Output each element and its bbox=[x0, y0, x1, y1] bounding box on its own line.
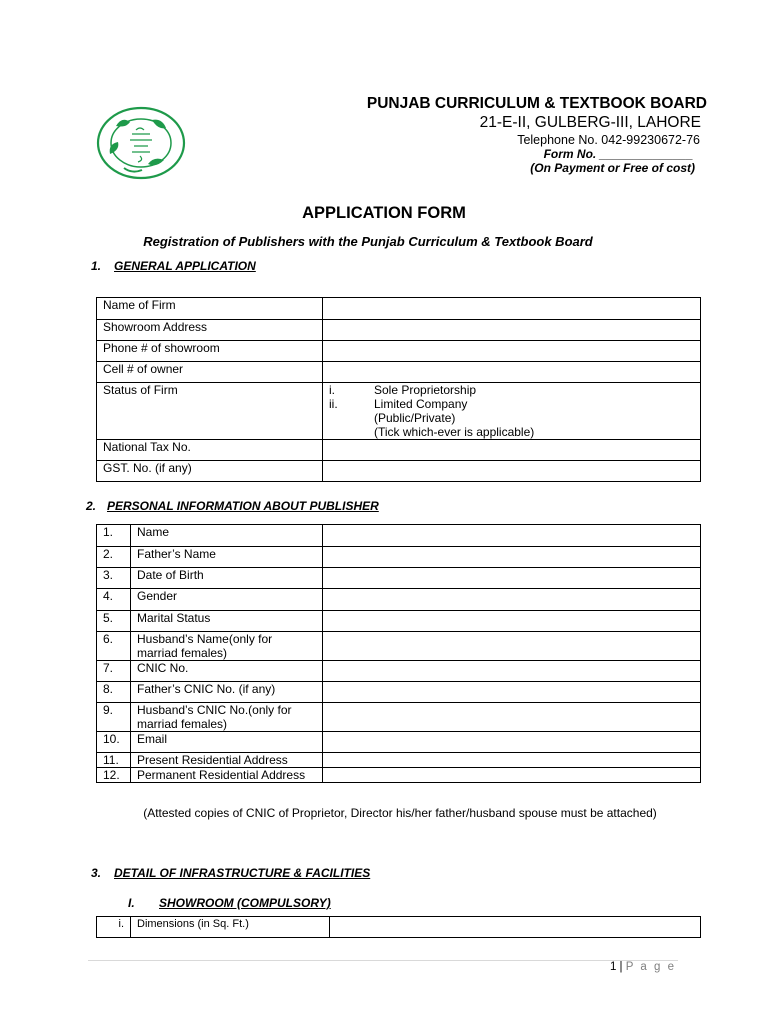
field-label: Phone # of showroom bbox=[97, 341, 323, 362]
section-3-number: 3. bbox=[91, 866, 102, 880]
field-label: Dimensions (in Sq. Ft.) bbox=[131, 917, 330, 938]
table-row bbox=[97, 732, 701, 753]
table-row bbox=[97, 703, 701, 732]
name-field[interactable] bbox=[323, 525, 701, 547]
personal-info-table bbox=[96, 524, 701, 783]
field-label: Name of Firm bbox=[97, 298, 323, 320]
section-2-label: PERSONAL INFORMATION ABOUT PUBLISHER bbox=[107, 499, 379, 513]
row-number: 5. bbox=[97, 611, 131, 632]
owner-cell-field[interactable] bbox=[323, 362, 701, 383]
table-row bbox=[97, 320, 701, 341]
page-title: APPLICATION FORM bbox=[302, 204, 466, 222]
national-tax-field[interactable] bbox=[323, 440, 701, 461]
form-number: Form No. ______________ bbox=[543, 147, 693, 161]
field-label: Cell # of owner bbox=[97, 362, 323, 383]
table-row bbox=[97, 440, 701, 461]
status-of-firm-field[interactable] bbox=[323, 383, 701, 440]
row-number: 2. bbox=[97, 547, 131, 568]
status-option-sole[interactable]: i. Sole Proprietorship bbox=[329, 383, 477, 397]
table-row bbox=[97, 768, 701, 783]
field-label: CNIC No. bbox=[131, 661, 323, 682]
showroom-table bbox=[96, 916, 701, 938]
showroom-phone-field[interactable] bbox=[323, 341, 701, 362]
payment-note: (On Payment or Free of cost) bbox=[530, 161, 695, 175]
table-row bbox=[97, 341, 701, 362]
husband-name-field[interactable] bbox=[323, 632, 701, 661]
row-number: i. bbox=[97, 917, 131, 938]
table-row bbox=[97, 611, 701, 632]
table-row bbox=[97, 753, 701, 768]
section-3-heading bbox=[91, 866, 370, 880]
table-row bbox=[97, 383, 701, 440]
gst-field[interactable] bbox=[323, 461, 701, 482]
org-address: 21-E-II, GULBERG-III, LAHORE bbox=[479, 114, 701, 131]
field-label: Showroom Address bbox=[97, 320, 323, 341]
field-label: Date of Birth bbox=[131, 568, 323, 589]
gender-field[interactable] bbox=[323, 589, 701, 611]
section-1-label: GENERAL APPLICATION bbox=[114, 259, 256, 273]
section-2-heading bbox=[86, 499, 379, 513]
row-number: 11. bbox=[97, 753, 131, 768]
page-separator: | bbox=[619, 961, 623, 973]
status-option-limited[interactable]: ii. Limited Company bbox=[329, 397, 468, 411]
showroom-subheading bbox=[128, 896, 331, 910]
date-of-birth-field[interactable] bbox=[323, 568, 701, 589]
table-row bbox=[97, 682, 701, 703]
row-number: 9. bbox=[97, 703, 131, 732]
subsection-label: SHOWROOM (COMPULSORY) bbox=[159, 896, 331, 910]
name-of-firm-field[interactable] bbox=[323, 298, 701, 320]
field-label: Permanent Residential Address bbox=[131, 768, 323, 783]
row-number: 3. bbox=[97, 568, 131, 589]
table-row bbox=[97, 661, 701, 682]
field-label: Gender bbox=[131, 589, 323, 611]
field-label: Husband’s CNIC No.(only for marriad females) bbox=[131, 703, 323, 732]
table-row bbox=[97, 632, 701, 661]
field-label: Status of Firm bbox=[97, 383, 323, 440]
row-number: 8. bbox=[97, 682, 131, 703]
telephone: Telephone No. 042-99230672-76 bbox=[517, 133, 700, 147]
general-application-table bbox=[96, 297, 701, 482]
email-field[interactable] bbox=[323, 732, 701, 753]
field-label: Father’s CNIC No. (if any) bbox=[131, 682, 323, 703]
page-subtitle: Registration of Publishers with the Punjab Curriculum & Textbook Board bbox=[143, 234, 593, 249]
table-row bbox=[97, 362, 701, 383]
table-row bbox=[97, 461, 701, 482]
row-number: 6. bbox=[97, 632, 131, 661]
page-number: 1 bbox=[609, 961, 617, 973]
section-2-number: 2. bbox=[86, 499, 97, 513]
husband-cnic-field[interactable] bbox=[323, 703, 701, 732]
field-label: National Tax No. bbox=[97, 440, 323, 461]
row-number: 12. bbox=[97, 768, 131, 783]
section-1-heading bbox=[91, 259, 256, 273]
cnic-attachment-note: (Attested copies of CNIC of Proprietor, Director his/her father/husband spouse must be attached) bbox=[143, 806, 657, 820]
row-number: 1. bbox=[97, 525, 131, 547]
org-name: PUNJAB CURRICULUM & TEXTBOOK BOARD bbox=[366, 95, 707, 112]
status-tick-note: (Tick which-ever is applicable) bbox=[374, 425, 535, 439]
table-row bbox=[97, 589, 701, 611]
field-label: Marital Status bbox=[131, 611, 323, 632]
dimensions-field[interactable] bbox=[330, 917, 701, 938]
showroom-address-field[interactable] bbox=[323, 320, 701, 341]
page-word: P a g e bbox=[625, 961, 676, 973]
status-sub-note: (Public/Private) bbox=[374, 411, 456, 425]
table-row bbox=[97, 298, 701, 320]
permanent-address-field[interactable] bbox=[323, 768, 701, 783]
row-number: 4. bbox=[97, 589, 131, 611]
father-name-field[interactable] bbox=[323, 547, 701, 568]
field-label: Email bbox=[131, 732, 323, 753]
section-1-number: 1. bbox=[91, 259, 102, 273]
subsection-number: I. bbox=[128, 896, 135, 910]
section-3-label: DETAIL OF INFRASTRUCTURE & FACILITIES bbox=[114, 866, 371, 880]
table-row bbox=[97, 525, 701, 547]
table-row bbox=[97, 568, 701, 589]
marital-status-field[interactable] bbox=[323, 611, 701, 632]
field-label: Husband’s Name(only for marriad females) bbox=[131, 632, 323, 661]
field-label: GST. No. (if any) bbox=[97, 461, 323, 482]
field-label: Name bbox=[131, 525, 323, 547]
present-address-field[interactable] bbox=[323, 753, 701, 768]
board-seal-logo bbox=[96, 106, 186, 180]
table-row bbox=[97, 917, 701, 938]
field-label: Present Residential Address bbox=[131, 753, 323, 768]
row-number: 7. bbox=[97, 661, 131, 682]
row-number: 10. bbox=[97, 732, 131, 753]
page-footer bbox=[560, 961, 676, 973]
cnic-field[interactable] bbox=[323, 661, 701, 682]
father-cnic-field[interactable] bbox=[323, 682, 701, 703]
field-label: Father’s Name bbox=[131, 547, 323, 568]
table-row bbox=[97, 547, 701, 568]
